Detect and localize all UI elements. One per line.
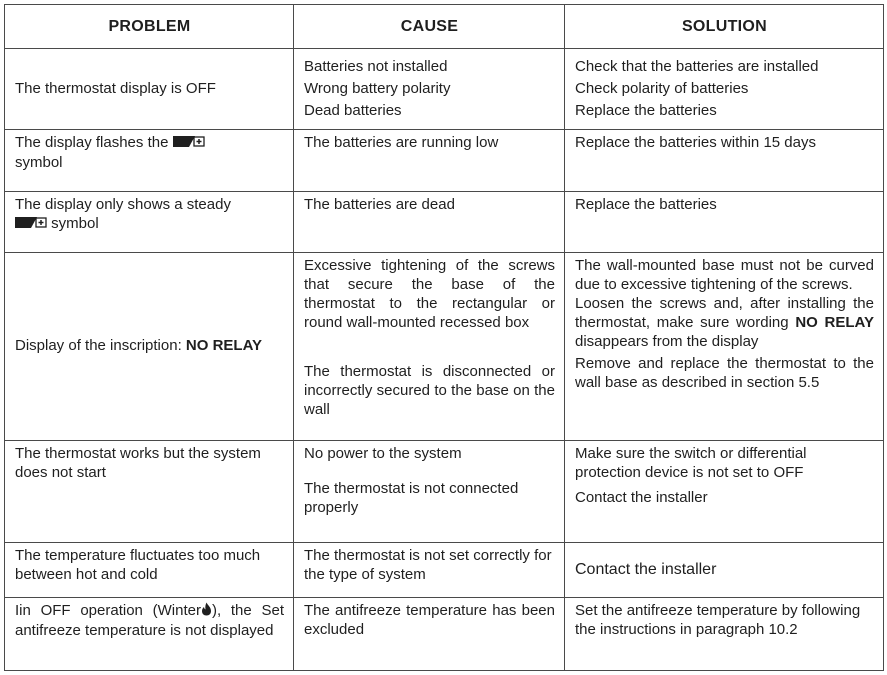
solution-cell (565, 252, 884, 440)
solution-text: The wall-mounted base must not be curved due to excessive tightening of the screws. (575, 256, 874, 293)
problem-text: ), the Set antifreeze temperature is not displayed (15, 601, 284, 639)
cause-cell (294, 252, 565, 440)
solution-text: Make sure the switch or differential protection device is not set to OFF (575, 444, 807, 481)
flame-icon (201, 602, 212, 621)
cause-text: The batteries are dead (304, 195, 455, 213)
problem-cell (5, 130, 294, 191)
solution-text: Replace the batteries within 15 days (575, 134, 816, 152)
table-row (5, 252, 884, 440)
header-row (5, 5, 884, 49)
cause-text: The antifreeze temperature has been excluded (304, 601, 555, 638)
problem-text: The temperature fluctuates too much between hot and cold (15, 546, 261, 583)
problem-text: The display only shows a steady (15, 195, 231, 213)
cause-text: The thermostat is not set correctly for the type of system (304, 546, 552, 583)
problem-text: Display of the inscription: (15, 337, 182, 355)
problem-text: The thermostat works but the system does not start (15, 444, 261, 481)
cause-cell (294, 191, 565, 252)
problem-text: The thermostat display is OFF (15, 80, 216, 98)
troubleshooting-table (4, 4, 884, 671)
solution-line: Check that the batteries are installed (575, 58, 819, 76)
cause-cell (294, 49, 565, 130)
no-relay-label: NO RELAY (795, 313, 875, 331)
table-row (5, 597, 884, 670)
no-relay-label: NO RELAY (185, 337, 263, 355)
table-row (5, 542, 884, 597)
problem-text: symbol (15, 154, 63, 172)
solution-line: Check polarity of batteries (575, 80, 749, 98)
header-solution: SOLUTION (565, 5, 884, 49)
solution-cell (565, 130, 884, 191)
problem-cell (5, 49, 294, 130)
cause-text: No power to the system (304, 444, 462, 462)
solution-cell (565, 542, 884, 597)
header-problem: PROBLEM (5, 5, 294, 49)
problem-cell (5, 440, 294, 542)
cause-text: The thermostat is disconnected or incorrectly secured to the base on the wall (304, 362, 555, 418)
cause-cell (294, 130, 565, 191)
cause-cell (294, 597, 565, 670)
cause-text: The thermostat is not connected properly (304, 479, 519, 516)
problem-cell (5, 542, 294, 597)
problem-text: The display flashes the (15, 134, 169, 152)
table-row (5, 191, 884, 252)
problem-cell (5, 597, 294, 670)
header-cause: CAUSE (294, 5, 565, 49)
cause-text: The batteries are running low (304, 134, 499, 152)
solution-text: Remove and replace the thermostat to the wall base as described in section 5.5 (575, 354, 874, 391)
cause-line: Wrong battery polarity (304, 80, 451, 98)
solution-cell (565, 191, 884, 252)
solution-text: disappears from the display (575, 332, 759, 350)
battery-charge-icon (173, 134, 205, 153)
cause-text: Excessive tightening of the screws that secure the base of the thermostat to the rectangular or round wall-mounted recessed box (304, 256, 555, 331)
solution-text: Set the antifreeze temperature by following the instructions in paragraph 10.2 (575, 601, 861, 638)
problem-cell (5, 252, 294, 440)
cause-cell (294, 440, 565, 542)
solution-line: Replace the batteries (575, 102, 717, 120)
solution-text: Loosen the screws and, after installing the thermostat, make sure wording (575, 294, 874, 331)
cause-line: Batteries not installed (304, 58, 448, 76)
problem-cell (5, 191, 294, 252)
problem-text: Iin OFF operation (Winter (15, 601, 201, 619)
problem-text: symbol (51, 214, 99, 232)
table-row (5, 440, 884, 542)
solution-text: Contact the installer (575, 488, 708, 506)
solution-text: Replace the batteries (575, 195, 717, 213)
cause-cell (294, 542, 565, 597)
cause-line: Dead batteries (304, 102, 402, 120)
solution-cell (565, 49, 884, 130)
table-row (5, 49, 884, 130)
solution-cell (565, 597, 884, 670)
battery-charge-icon (15, 215, 47, 234)
table-row (5, 130, 884, 191)
solution-cell (565, 440, 884, 542)
solution-text: Contact the installer (575, 560, 717, 578)
